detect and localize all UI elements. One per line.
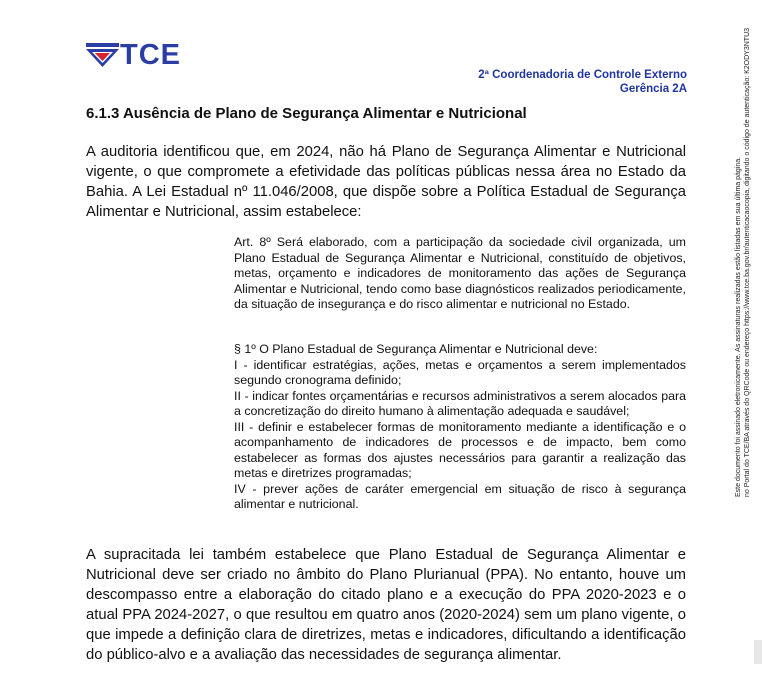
law-item: III - definir e estabelecer formas de monitoramento mediante a identificação e o acompanhamento de indicadores de processos e de impacto, bem como estabelecer as formas dos ajustes necessários para garantir a realização das metas e diretrizes programadas; xyxy=(234,419,686,480)
intro-paragraph: A auditoria identificou que, em 2024, não há Plano de Segurança Alimentar e Nutricional vigente, o que compromete a efetividade das políticas públicas nessa área no Estado da Bahia. A Lei Estadual nº 11.046/2008, que dispõe sobre a Política Estadual de Segurança Alimentar e Nutricional, assim estabelece: xyxy=(86,144,686,220)
law-item: II - indicar fontes orçamentárias e recursos administrativos a serem alocados para a concretização do direito humano à alimentação adequada e saudável; xyxy=(234,388,686,418)
closing-paragraph: A supracitada lei também estabelece que Plano Estadual de Segurança Alimentar e Nutricional deve ser criado no âmbito do Plano Plurianual (PPA). No entanto, houve um descompasso entre a elaboração do citado plano e a execução do PPA 2020-2023 e o atual PPA 2024-2027, o que resultou em quatro anos (2020-2024) sem um plano vigente, o que impede a definição clara de diretrizes, metas e indicadores, dificultando a identificação do público-alvo e a avaliação das necessidades de segurança alimentar. xyxy=(86,547,686,663)
logo-text: TCE xyxy=(120,39,181,71)
coordination-name: 2ª Coordenadoria de Controle Externo xyxy=(478,69,687,81)
signature-notice: Este documento foi assinado eletronicamente. As assinaturas realizadas estão listadas em sua última página. xyxy=(735,156,742,497)
law-article-quote: Art. 8º Será elaborado, com a participação da sociedade civil organizada, um Plano Estadual de Segurança Alimentar e Nutricional, constituído de objetivos, metas, orçamento e indicadores de monitoramento das ações de Segurança Alimentar e Nutricional, tendo como base diagnósticos realizados periodicamente, da situação de insegurança e do risco alimentar e nutricional no Estado. xyxy=(234,235,686,311)
law-paragraph-intro: § 1º O Plano Estadual de Segurança Alimentar e Nutricional deve: xyxy=(234,342,598,356)
tce-logo-mark-icon xyxy=(86,43,120,67)
qr-code-fragment-icon xyxy=(754,640,762,664)
authentication-notice: no Portal do TCE/BA através do QRCode ou endereço https://www.tce.ba.gov.br/autenticacaocopia, digitando o código de autenticação: K2ODY3NTU3 xyxy=(744,27,751,497)
law-item: I - identificar estratégias, ações, metas e orçamentos a serem implementados segundo cronograma definido; xyxy=(234,357,686,387)
law-paragraph-quote xyxy=(234,342,686,513)
tce-logo xyxy=(86,40,182,70)
header-coordination-block xyxy=(478,68,687,96)
law-item: IV - prever ações de caráter emergencial em situação de risco à segurança alimentar e nutricional. xyxy=(234,481,686,511)
management-name: Gerência 2A xyxy=(619,83,687,95)
section-title: 6.1.3 Ausência de Plano de Segurança Alimentar e Nutricional xyxy=(86,105,527,122)
